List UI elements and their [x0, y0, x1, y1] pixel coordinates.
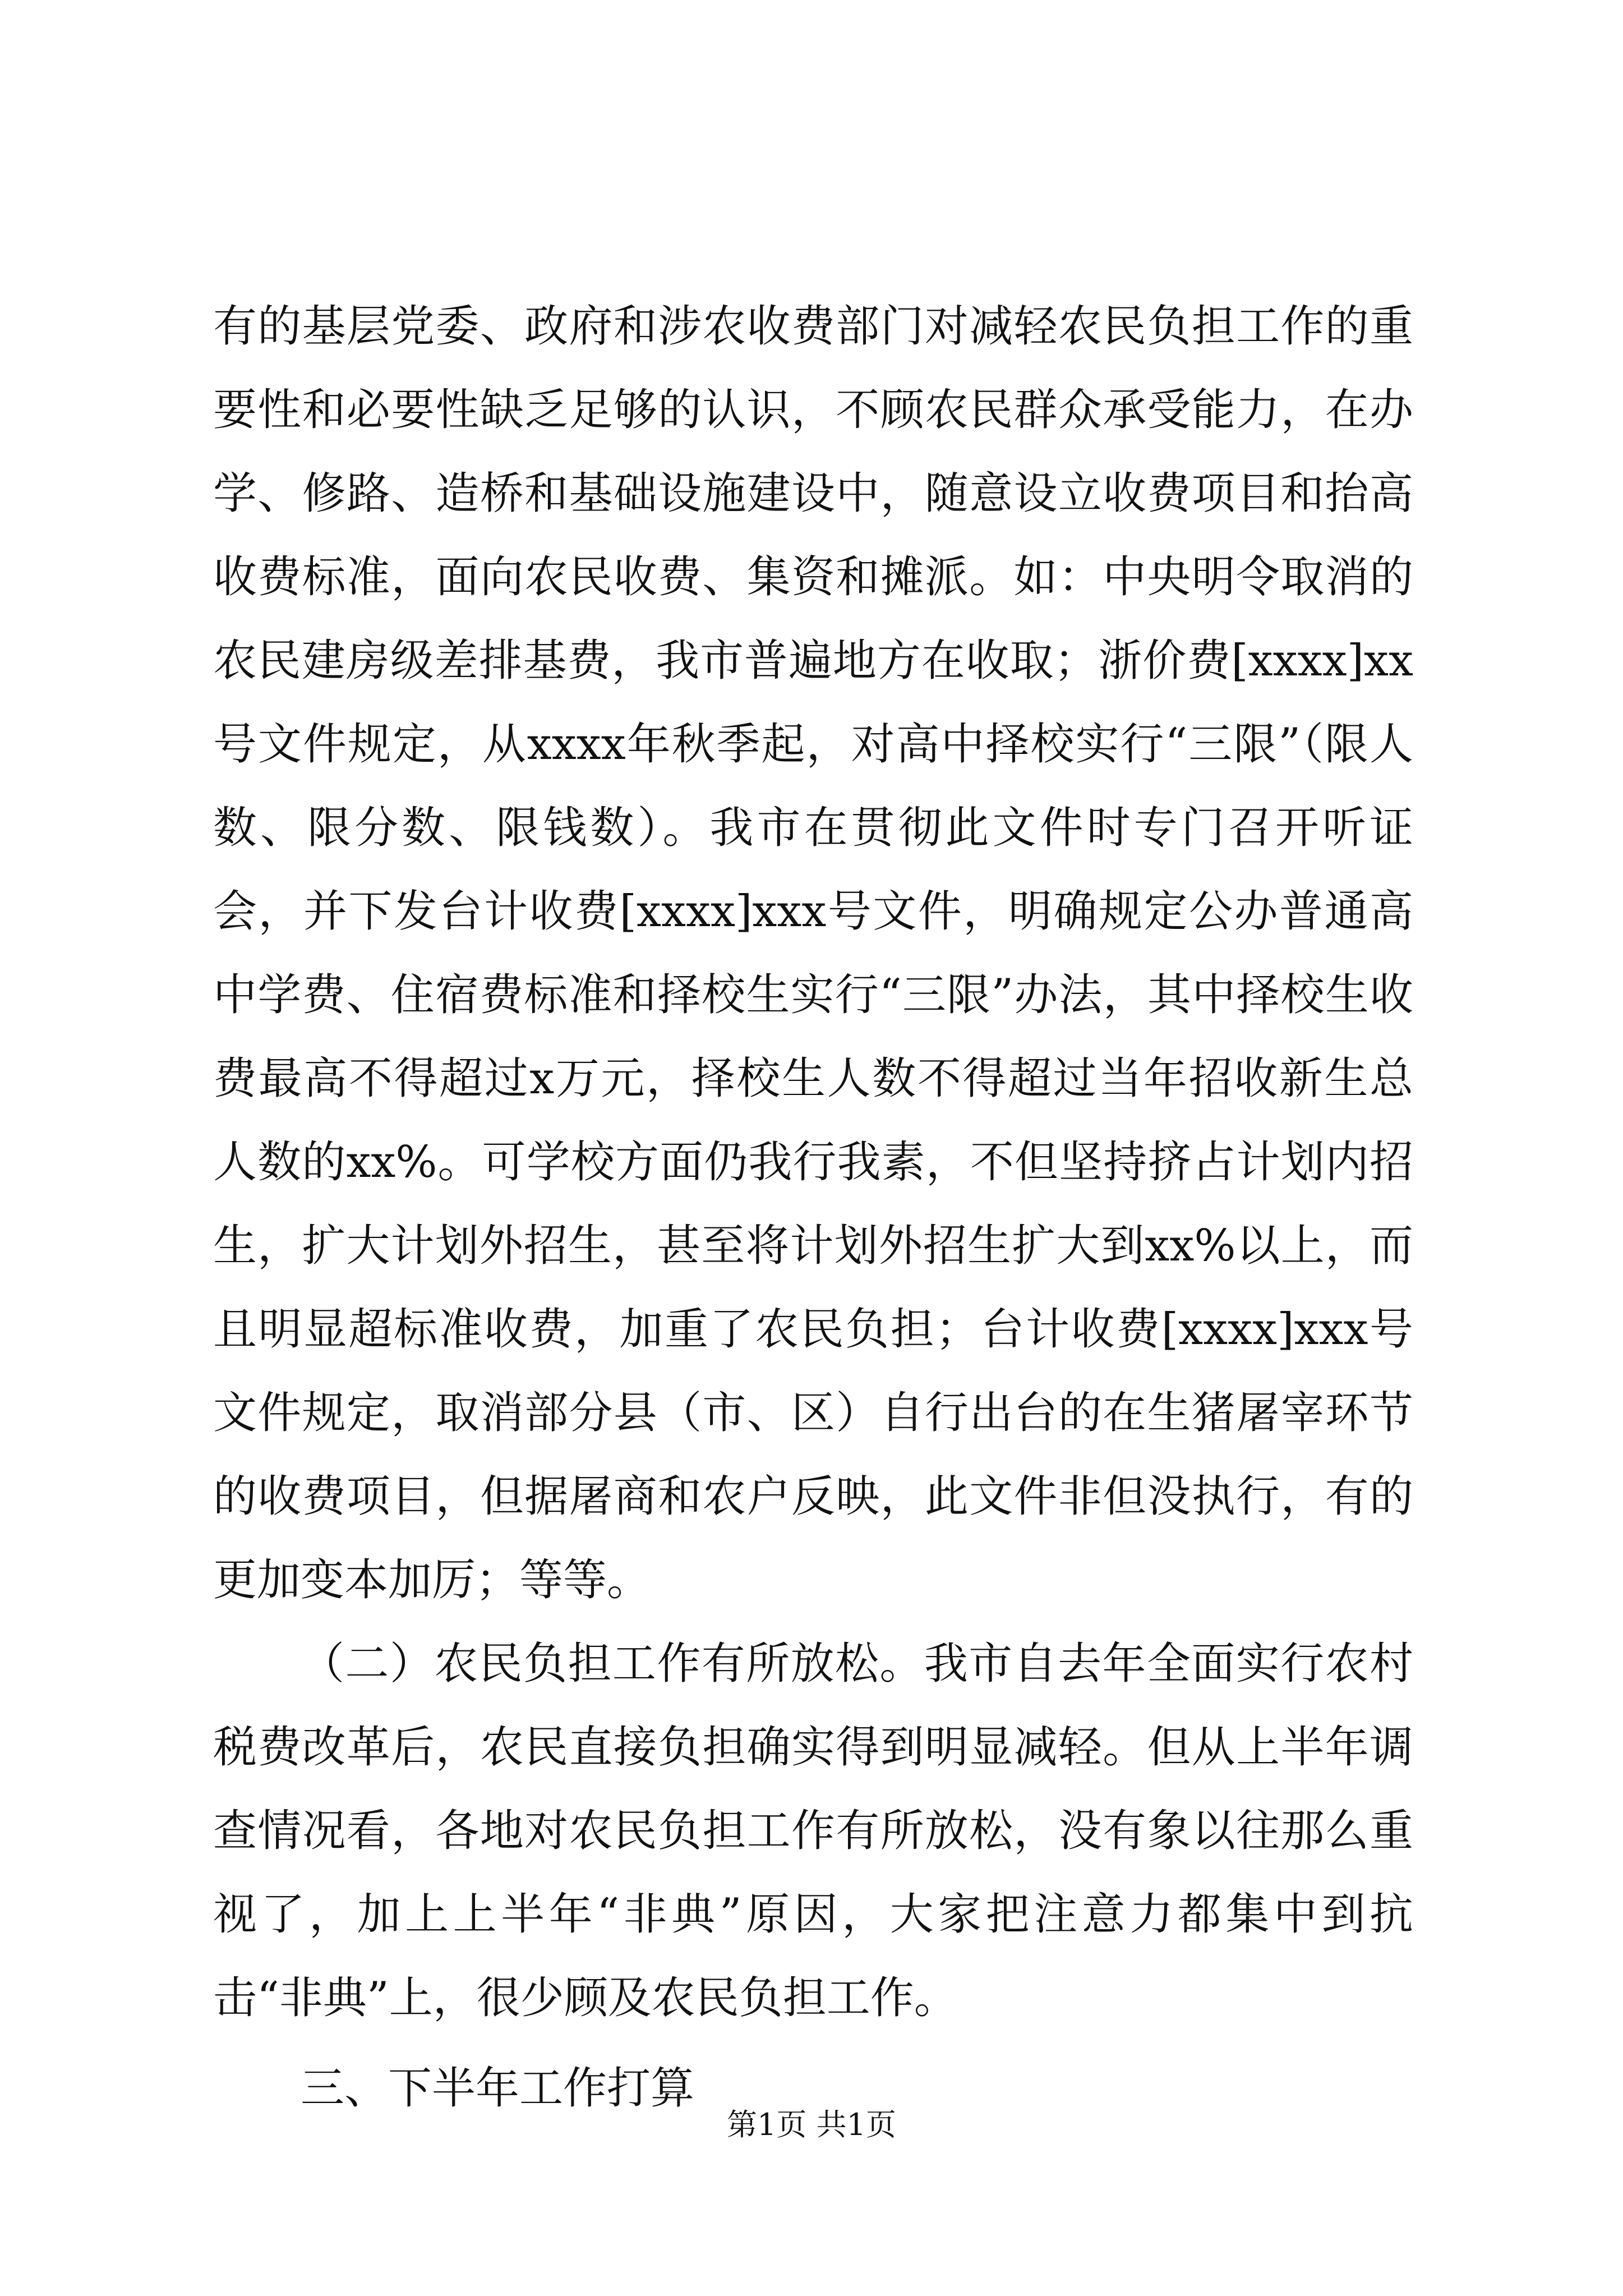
page-footer: 第1页 共1页: [727, 2107, 896, 2142]
paragraph-continued: 有的基层党委、政府和涉农收费部门对减轻农民负担工作的重要性和必要性缺乏足够的认识，不顾农民群众承受能力，在办学、修路、造桥和基础设施建设中，随意设立收费项目和抬高收费标准，面向农民收费、集资和摊派。如：中央明令取消的农民建房级差排基费，我市普遍地方在收取；浙价费[xxxx]xx号文件规定，从xxxx年秋季起，对高中择校实行“三限”（限人数、限分数、限钱数）。我市在贯彻此文件时专门召开听证会，并下发台计收费[xxxx]xxx号文件，明确规定公办普通高中学费、住宿费标准和择校生实行“三限”办法，其中择校生收费最高不得超过x万元，择校生人数不得超过当年招收新生总人数的xx%。可学校方面仍我行我素，不但坚持挤占计划内招生，扩大计划外招生，甚至将计划外招生扩大到xx%以上，而且明显超标准收费，加重了农民负担；台计收费[xxxx]xxx号文件规定，取消部分县（市、区）自行出台的在生猪屠宰环节的收费项目，但据屠商和农户反映，此文件非但没执行，有的更加变本加厉；等等。: [213, 301, 1413, 1605]
section-heading: 三、下半年工作打算: [301, 2063, 695, 2114]
paragraph-section-two: （二）农民负担工作有所放松。我市自去年全面实行农村税费改革后，农民直接负担确实得到明显减轻。但从上半年调查情况看，各地对农民负担工作有所放松，没有象以往那么重视了，加上上半年“非典”原因，大家把注意力都集中到抗击“非典”上，很少顾及农民负担工作。: [213, 1639, 1413, 2023]
document-body: [213, 285, 1413, 2131]
